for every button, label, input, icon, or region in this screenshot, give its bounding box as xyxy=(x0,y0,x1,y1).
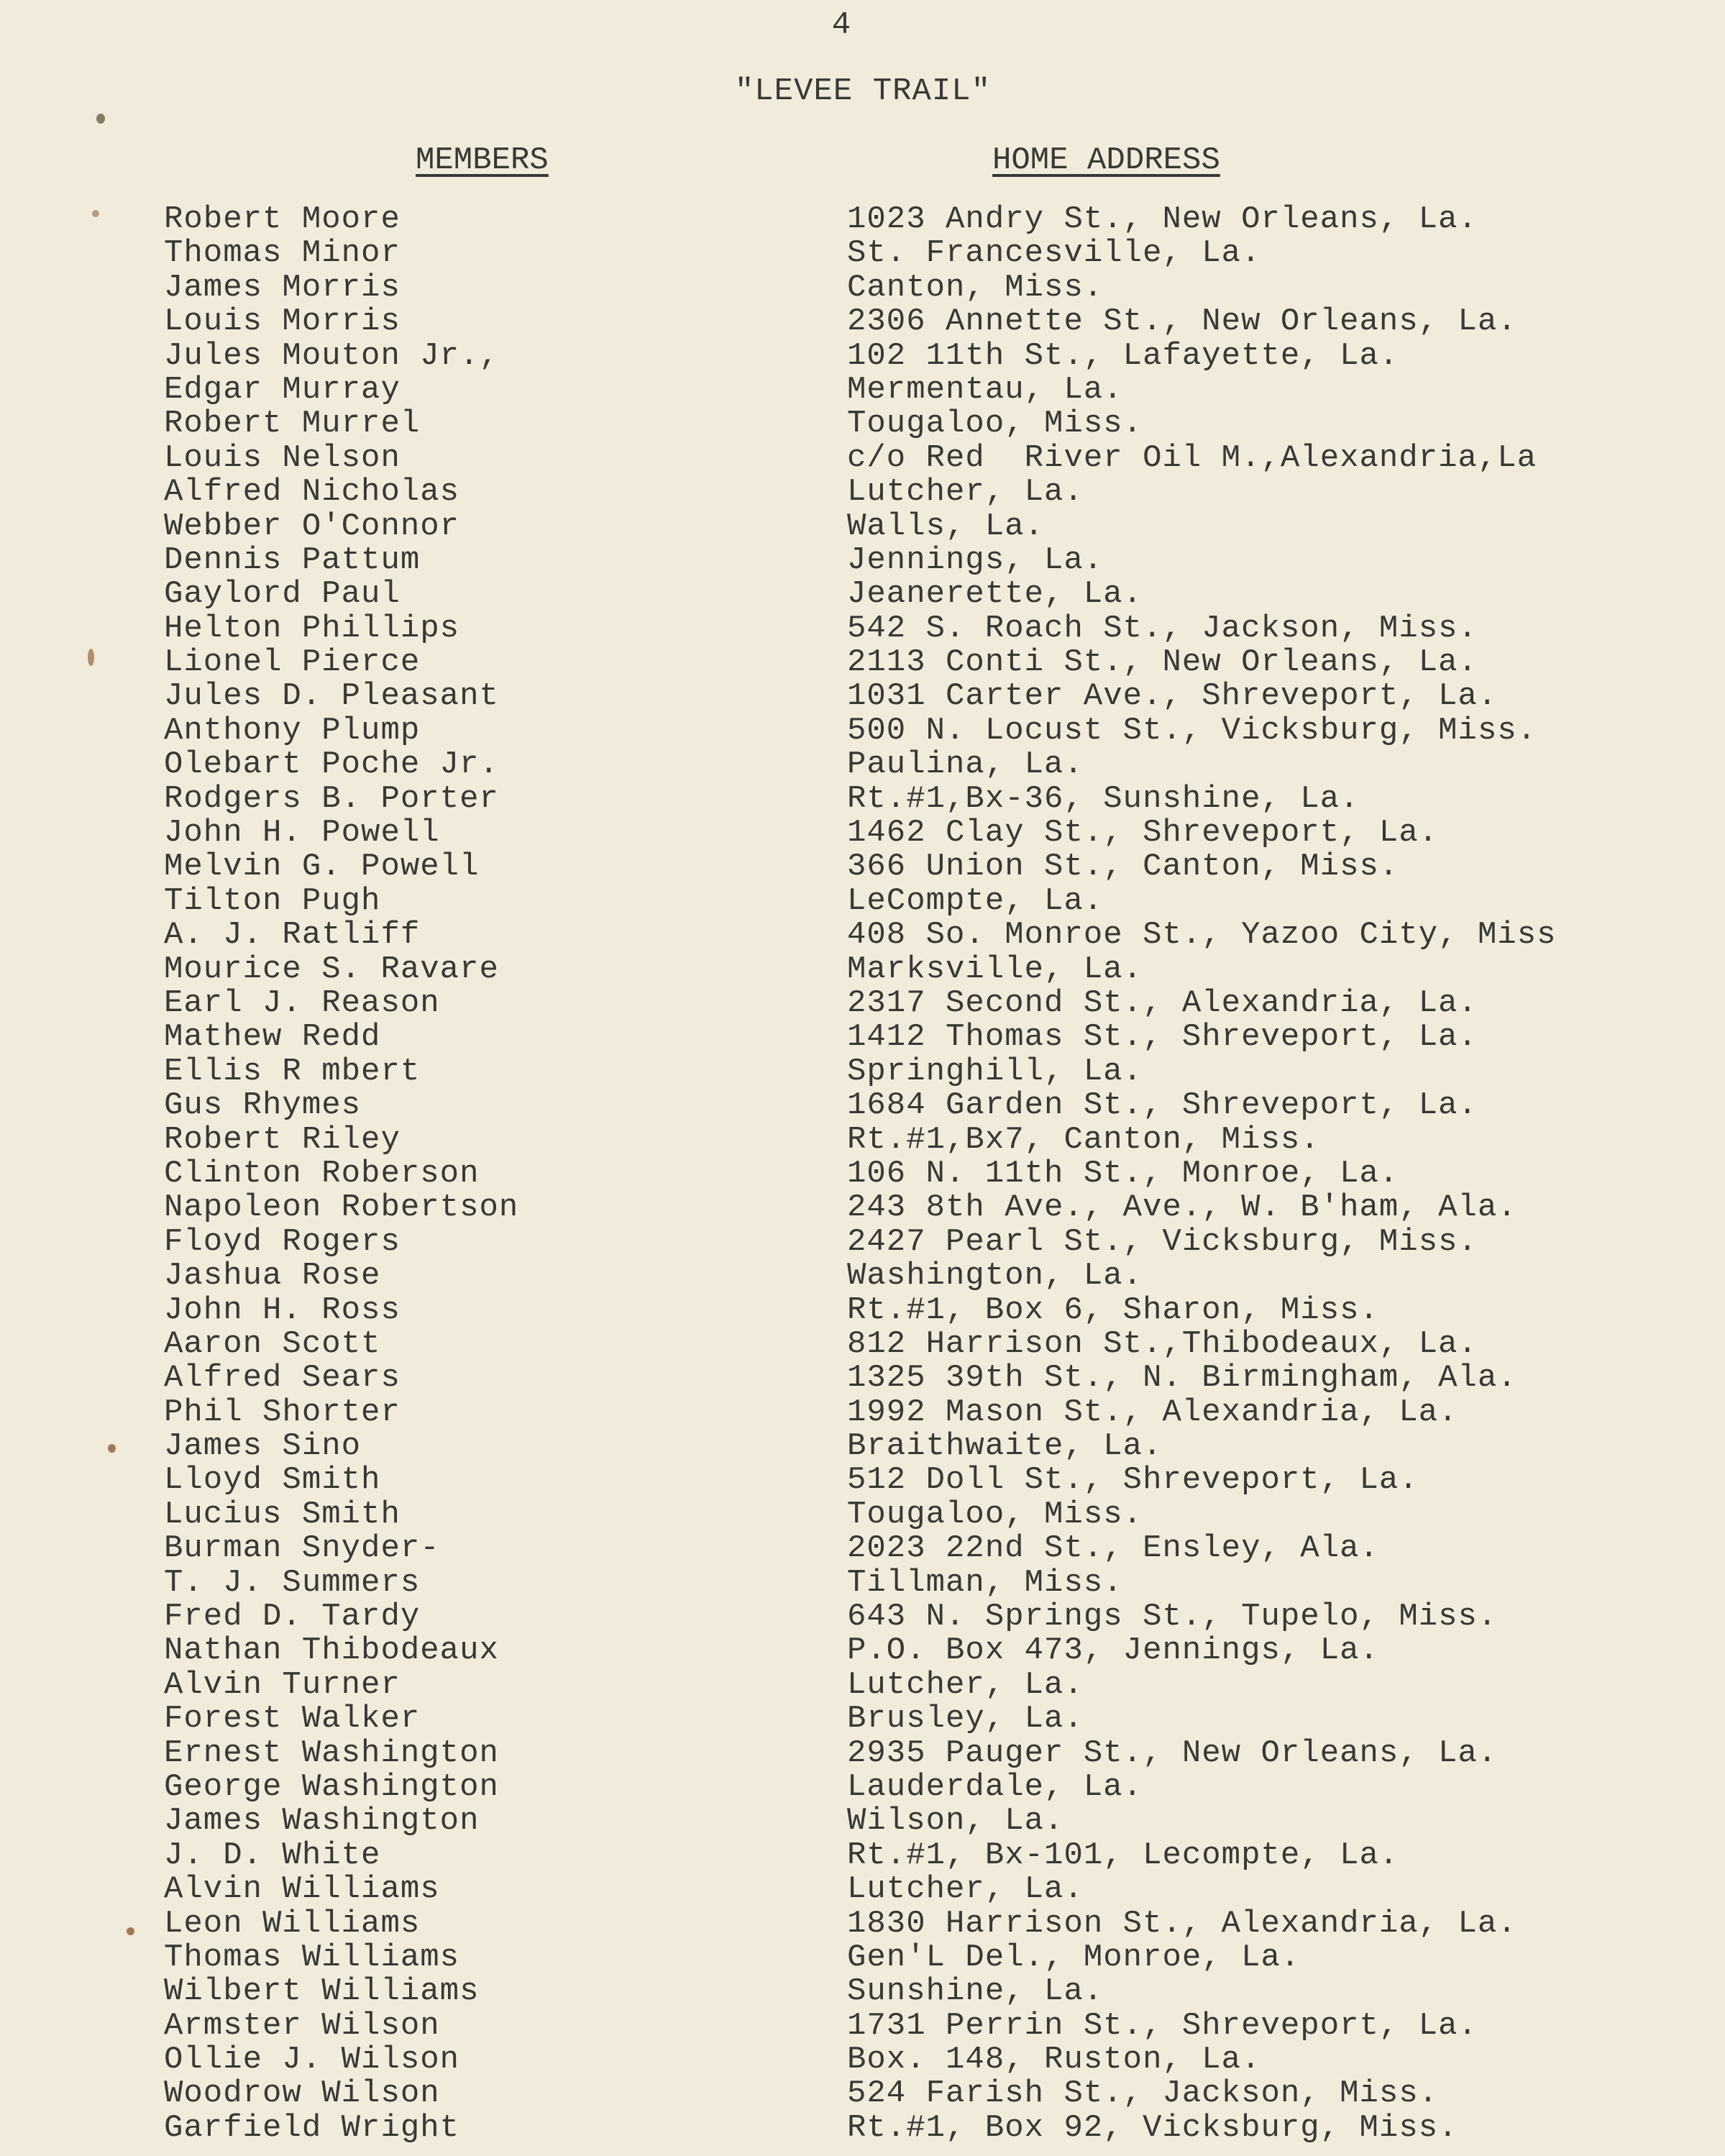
table-row xyxy=(0,781,1725,815)
member-home-address: 524 Farish St., Jackson, Miss. xyxy=(847,2075,1439,2112)
member-home-address: 366 Union St., Canton, Miss. xyxy=(847,849,1399,885)
home-address-column-header: HOME ADDRESS xyxy=(992,142,1220,178)
member-home-address: 102 11th St., Lafayette, La. xyxy=(847,337,1399,374)
paper-speck xyxy=(96,114,105,124)
member-name: Jashua Rose xyxy=(164,1258,381,1294)
member-home-address: Marksville, La. xyxy=(847,951,1143,987)
member-name: Napoleon Robertson xyxy=(164,1189,519,1226)
table-row xyxy=(0,1122,1725,1156)
member-home-address: 2306 Annette St., New Orleans, La. xyxy=(847,303,1517,340)
member-name: Earl J. Reason xyxy=(164,985,440,1021)
table-row xyxy=(0,1871,1725,1908)
member-name: Nathan Thibodeaux xyxy=(164,1632,499,1669)
table-row xyxy=(0,1224,1725,1258)
member-name: Lionel Pierce xyxy=(164,644,421,681)
member-home-address: 1023 Andry St., New Orleans, La. xyxy=(847,201,1478,237)
member-home-address: 2935 Pauger St., New Orleans, La. xyxy=(847,1735,1498,1771)
document-title: "LEVEE TRAIL" xyxy=(734,73,992,109)
table-row xyxy=(0,1837,1725,1871)
member-home-address: 1462 Clay St., Shreveport, La. xyxy=(847,815,1439,851)
member-home-address: 408 So. Monroe St., Yazoo City, Miss xyxy=(847,917,1557,954)
member-name: Fred D. Tardy xyxy=(164,1599,421,1635)
member-home-address: Gen'L Del., Monroe, La. xyxy=(847,1939,1301,1975)
member-name: Thomas Minor xyxy=(164,235,401,272)
member-home-address: 2427 Pearl St., Vicksburg, Miss. xyxy=(847,1223,1478,1260)
table-row xyxy=(0,338,1725,372)
member-home-address: Lutcher, La. xyxy=(847,1871,1084,1908)
member-name: Gus Rhymes xyxy=(164,1087,362,1124)
page-number: 4 xyxy=(831,7,851,43)
table-row xyxy=(0,1735,1725,1769)
member-name: Rodgers B. Porter xyxy=(164,780,499,817)
member-name: Robert Murrel xyxy=(164,406,421,442)
member-name: Ellis R mbert xyxy=(164,1053,421,1090)
member-home-address: St. Francesville, La. xyxy=(847,235,1261,272)
member-name: Edgar Murray xyxy=(164,371,401,408)
table-row xyxy=(0,2075,1725,2112)
member-name: Aaron Scott xyxy=(164,1325,381,1362)
table-row xyxy=(0,1394,1725,1428)
member-name: Alfred Sears xyxy=(164,1360,401,1397)
member-name: Leon Williams xyxy=(164,1905,421,1942)
table-row xyxy=(0,235,1725,272)
member-home-address: 812 Harrison St.,Thibodeaux, La. xyxy=(847,1325,1478,1362)
member-name: Tilton Pugh xyxy=(164,882,381,919)
member-name: Lucius Smith xyxy=(164,1496,401,1533)
member-name: Melvin G. Powell xyxy=(164,849,480,885)
member-home-address: 1325 39th St., N. Birmingham, Ala. xyxy=(847,1360,1517,1397)
table-row xyxy=(0,1667,1725,1701)
member-home-address: Rt.#1, Box 6, Sharon, Miss. xyxy=(847,1292,1379,1328)
member-name: Ollie J. Wilson xyxy=(164,2042,460,2078)
member-name: Louis Morris xyxy=(164,303,401,340)
member-name: Robert Moore xyxy=(164,201,401,237)
member-name: T. J. Summers xyxy=(164,1564,421,1601)
member-home-address: 2113 Conti St., New Orleans, La. xyxy=(847,644,1478,681)
table-row xyxy=(0,1087,1725,1124)
member-name: Garfield Wright xyxy=(164,2109,460,2146)
table-row xyxy=(0,1360,1725,1397)
member-name: Gaylord Paul xyxy=(164,576,401,613)
table-row xyxy=(0,1701,1725,1735)
member-home-address: LeCompte, La. xyxy=(847,882,1104,919)
member-home-address: Rt.#1, Bx-101, Lecompte, La. xyxy=(847,1837,1399,1873)
member-home-address: Tillman, Miss. xyxy=(847,1564,1123,1601)
member-home-address: Tougaloo, Miss. xyxy=(847,406,1143,442)
table-row xyxy=(0,849,1725,885)
table-row xyxy=(0,440,1725,474)
member-home-address: Box. 148, Ruston, La. xyxy=(847,2042,1261,2078)
member-name: Mathew Redd xyxy=(164,1019,381,1056)
table-row xyxy=(0,951,1725,985)
member-name: J. D. White xyxy=(164,1837,381,1873)
member-home-address: 512 Doll St., Shreveport, La. xyxy=(847,1462,1419,1499)
member-home-address: Jeanerette, La. xyxy=(847,576,1143,613)
table-row xyxy=(0,1940,1725,1973)
member-home-address: Jennings, La. xyxy=(847,542,1104,578)
table-row xyxy=(0,985,1725,1019)
member-name: Lloyd Smith xyxy=(164,1462,381,1499)
member-home-address: Rt.#1,Bx-36, Sunshine, La. xyxy=(847,780,1360,817)
member-home-address: 1830 Harrison St., Alexandria, La. xyxy=(847,1905,1517,1942)
paper-speck xyxy=(88,649,94,666)
member-name: Armster Wilson xyxy=(164,2007,440,2044)
member-home-address: Paulina, La. xyxy=(847,746,1084,783)
member-home-address: 500 N. Locust St., Vicksburg, Miss. xyxy=(847,712,1537,749)
member-name: Floyd Rogers xyxy=(164,1223,401,1260)
table-row xyxy=(0,406,1725,442)
members-column-header: MEMBERS xyxy=(416,142,549,178)
member-home-address: c/o Red River Oil M.,Alexandria,La xyxy=(847,439,1537,476)
member-name: Webber O'Connor xyxy=(164,508,460,544)
member-home-address: Brusley, La. xyxy=(847,1701,1084,1737)
table-row xyxy=(0,815,1725,849)
table-row xyxy=(0,576,1725,613)
member-name: Alvin Turner xyxy=(164,1666,401,1703)
member-home-address: 243 8th Ave., Ave., W. B'ham, Ala. xyxy=(847,1189,1517,1226)
member-home-address: 643 N. Springs St., Tupelo, Miss. xyxy=(847,1599,1498,1635)
member-home-address: 1992 Mason St., Alexandria, La. xyxy=(847,1394,1458,1430)
table-row xyxy=(0,1053,1725,1090)
member-home-address: Wilson, La. xyxy=(847,1803,1064,1840)
member-name: Thomas Williams xyxy=(164,1939,460,1975)
table-row xyxy=(0,1189,1725,1226)
member-name: Burman Snyder- xyxy=(164,1530,440,1567)
table-row xyxy=(0,1906,1725,1940)
member-name: Robert Riley xyxy=(164,1121,401,1158)
member-name: Helton Phillips xyxy=(164,610,460,647)
table-row xyxy=(0,269,1725,306)
table-row xyxy=(0,372,1725,406)
member-name: George Washington xyxy=(164,1768,499,1805)
member-home-address: Rt.#1,Bx7, Canton, Miss. xyxy=(847,1121,1320,1158)
member-name: Ernest Washington xyxy=(164,1735,499,1771)
member-name: Olebart Poche Jr. xyxy=(164,746,499,783)
table-row xyxy=(0,712,1725,749)
table-row xyxy=(0,1530,1725,1567)
member-home-address: Lauderdale, La. xyxy=(847,1768,1143,1805)
member-home-address: Braithwaite, La. xyxy=(847,1428,1163,1465)
table-row xyxy=(0,1155,1725,1192)
table-row xyxy=(0,1769,1725,1803)
member-home-address: Sunshine, La. xyxy=(847,1973,1104,2010)
member-name: Clinton Roberson xyxy=(164,1155,480,1192)
member-home-address: Lutcher, La. xyxy=(847,1666,1084,1703)
member-home-address: Rt.#1, Box 92, Vicksburg, Miss. xyxy=(847,2109,1458,2146)
table-row xyxy=(0,542,1725,576)
table-row xyxy=(0,201,1725,235)
member-home-address: 2317 Second St., Alexandria, La. xyxy=(847,985,1478,1021)
member-name: Louis Nelson xyxy=(164,439,401,476)
table-row xyxy=(0,1565,1725,1599)
member-home-address: Tougaloo, Miss. xyxy=(847,1496,1143,1533)
table-row xyxy=(0,644,1725,681)
paper-speck xyxy=(108,1444,116,1453)
member-home-address: 1684 Garden St., Shreveport, La. xyxy=(847,1087,1478,1124)
paper-speck xyxy=(127,1927,134,1935)
table-row xyxy=(0,1292,1725,1326)
member-name: Anthony Plump xyxy=(164,712,421,749)
table-row xyxy=(0,474,1725,511)
member-name: Mourice S. Ravare xyxy=(164,951,499,987)
table-row xyxy=(0,303,1725,340)
member-name: Dennis Pattum xyxy=(164,542,421,578)
member-name: James Morris xyxy=(164,269,401,306)
table-row xyxy=(0,2110,1725,2144)
table-row xyxy=(0,1326,1725,1360)
paper-speck xyxy=(92,210,99,217)
member-name: Jules Mouton Jr., xyxy=(164,337,499,374)
member-name: A. J. Ratliff xyxy=(164,917,421,954)
member-home-address: 542 S. Roach St., Jackson, Miss. xyxy=(847,610,1478,647)
member-name: John H. Powell xyxy=(164,815,440,851)
member-name: Jules D. Pleasant xyxy=(164,678,499,715)
table-row xyxy=(0,1973,1725,2010)
member-home-address: 2023 22nd St., Ensley, Ala. xyxy=(847,1530,1379,1567)
member-home-address: 106 N. 11th St., Monroe, La. xyxy=(847,1155,1399,1192)
table-row xyxy=(0,883,1725,917)
table-row xyxy=(0,1258,1725,1292)
table-row xyxy=(0,746,1725,783)
table-row xyxy=(0,508,1725,542)
member-home-address: 1031 Carter Ave., Shreveport, La. xyxy=(847,678,1498,715)
member-name: Wilbert Williams xyxy=(164,1973,480,2010)
member-home-address: Walls, La. xyxy=(847,508,1045,544)
table-row xyxy=(0,610,1725,647)
member-home-address: Mermentau, La. xyxy=(847,371,1123,408)
table-row xyxy=(0,2042,1725,2078)
member-home-address: Springhill, La. xyxy=(847,1053,1143,1090)
member-name: Phil Shorter xyxy=(164,1394,401,1430)
member-name: James Washington xyxy=(164,1803,480,1840)
member-name: Alfred Nicholas xyxy=(164,474,460,511)
table-row xyxy=(0,1599,1725,1635)
member-home-address: 1412 Thomas St., Shreveport, La. xyxy=(847,1019,1478,1056)
member-name: Woodrow Wilson xyxy=(164,2075,440,2112)
table-row xyxy=(0,1462,1725,1499)
table-row xyxy=(0,1496,1725,1533)
table-row xyxy=(0,1632,1725,1669)
member-home-address: 1731 Perrin St., Shreveport, La. xyxy=(847,2007,1478,2044)
member-home-address: Washington, La. xyxy=(847,1258,1143,1294)
member-home-address: Canton, Miss. xyxy=(847,269,1104,306)
member-name: Alvin Williams xyxy=(164,1871,440,1908)
member-home-address: Lutcher, La. xyxy=(847,474,1084,511)
member-list xyxy=(0,201,1725,2144)
table-row xyxy=(0,1803,1725,1840)
member-name: Forest Walker xyxy=(164,1701,421,1737)
member-name: John H. Ross xyxy=(164,1292,401,1328)
table-row xyxy=(0,2008,1725,2042)
table-row xyxy=(0,678,1725,715)
table-row xyxy=(0,917,1725,954)
member-home-address: P.O. Box 473, Jennings, La. xyxy=(847,1632,1379,1669)
table-row xyxy=(0,1428,1725,1465)
table-row xyxy=(0,1019,1725,1056)
member-name: James Sino xyxy=(164,1428,362,1465)
